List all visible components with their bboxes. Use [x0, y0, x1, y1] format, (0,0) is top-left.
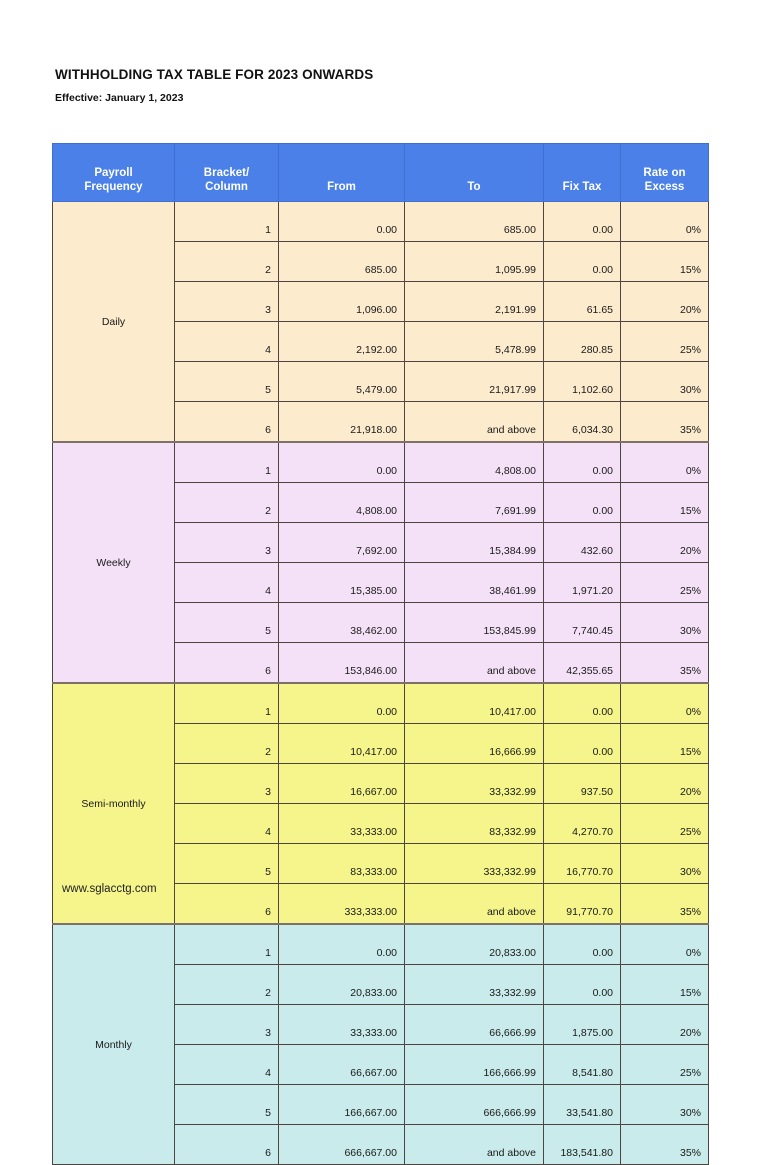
from-cell: 33,333.00	[279, 804, 405, 844]
bracket-cell: 2	[175, 724, 279, 764]
fix-tax-cell: 0.00	[544, 483, 621, 523]
to-cell: 66,666.99	[405, 1005, 544, 1045]
bracket-cell: 6	[175, 884, 279, 925]
to-cell: 4,808.00	[405, 442, 544, 483]
rate-on-excess-cell: 25%	[621, 563, 709, 603]
table-body	[53, 202, 709, 1165]
rate-on-excess-cell: 20%	[621, 1005, 709, 1045]
bracket-cell: 4	[175, 322, 279, 362]
rate-on-excess-cell: 25%	[621, 804, 709, 844]
fix-tax-cell: 937.50	[544, 764, 621, 804]
effective-date-subtitle: Effective: January 1, 2023	[55, 92, 184, 104]
to-cell: 7,691.99	[405, 483, 544, 523]
header-line-2: To	[467, 181, 481, 193]
header-line-1: Rate on	[643, 167, 686, 179]
table-header	[53, 144, 709, 202]
from-cell: 685.00	[279, 242, 405, 282]
fix-tax-cell: 0.00	[544, 724, 621, 764]
payroll-frequency-cell: Weekly	[53, 442, 175, 683]
rate-on-excess-cell: 0%	[621, 683, 709, 724]
bracket-cell: 2	[175, 242, 279, 282]
from-cell: 5,479.00	[279, 362, 405, 402]
bracket-cell: 5	[175, 844, 279, 884]
payroll-frequency-cell: Monthly	[53, 924, 175, 1165]
to-cell: 10,417.00	[405, 683, 544, 724]
payroll-frequency-cell: Daily	[53, 202, 175, 443]
rate-on-excess-cell: 0%	[621, 442, 709, 483]
from-cell: 0.00	[279, 442, 405, 483]
from-cell: 666,667.00	[279, 1125, 405, 1165]
rate-on-excess-cell: 20%	[621, 764, 709, 804]
fix-tax-cell: 280.85	[544, 322, 621, 362]
to-cell: 2,191.99	[405, 282, 544, 322]
rate-on-excess-cell: 15%	[621, 483, 709, 523]
to-cell: 666,666.99	[405, 1085, 544, 1125]
bracket-cell: 1	[175, 202, 279, 242]
rate-on-excess-cell: 15%	[621, 242, 709, 282]
fix-tax-cell: 0.00	[544, 924, 621, 965]
tax-table-container	[52, 143, 708, 1165]
from-cell: 33,333.00	[279, 1005, 405, 1045]
fix-tax-cell: 0.00	[544, 442, 621, 483]
column-header-bracket-column	[175, 144, 279, 202]
from-cell: 83,333.00	[279, 844, 405, 884]
from-cell: 0.00	[279, 683, 405, 724]
to-cell: 20,833.00	[405, 924, 544, 965]
fix-tax-cell: 61.65	[544, 282, 621, 322]
bracket-cell: 3	[175, 282, 279, 322]
bracket-cell: 2	[175, 965, 279, 1005]
fix-tax-cell: 0.00	[544, 202, 621, 242]
rate-on-excess-cell: 0%	[621, 202, 709, 242]
bracket-cell: 4	[175, 1045, 279, 1085]
to-cell: and above	[405, 402, 544, 443]
to-cell: 33,332.99	[405, 764, 544, 804]
from-cell: 20,833.00	[279, 965, 405, 1005]
fix-tax-cell: 7,740.45	[544, 603, 621, 643]
header-line-2: Frequency	[84, 181, 143, 193]
from-cell: 66,667.00	[279, 1045, 405, 1085]
from-cell: 1,096.00	[279, 282, 405, 322]
rate-on-excess-cell: 20%	[621, 282, 709, 322]
from-cell: 15,385.00	[279, 563, 405, 603]
to-cell: 153,845.99	[405, 603, 544, 643]
fix-tax-cell: 0.00	[544, 965, 621, 1005]
rate-on-excess-cell: 35%	[621, 1125, 709, 1165]
from-cell: 10,417.00	[279, 724, 405, 764]
rate-on-excess-cell: 0%	[621, 924, 709, 965]
to-cell: 5,478.99	[405, 322, 544, 362]
column-header-payroll-frequency	[53, 144, 175, 202]
fix-tax-cell: 33,541.80	[544, 1085, 621, 1125]
column-header-to	[405, 144, 544, 202]
table-row	[53, 202, 709, 242]
rate-on-excess-cell: 35%	[621, 402, 709, 443]
column-header-fix-tax	[544, 144, 621, 202]
fix-tax-cell: 6,034.30	[544, 402, 621, 443]
header-line-1: Bracket/	[203, 167, 250, 179]
rate-on-excess-cell: 30%	[621, 362, 709, 402]
bracket-cell: 2	[175, 483, 279, 523]
from-cell: 21,918.00	[279, 402, 405, 443]
fix-tax-cell: 16,770.70	[544, 844, 621, 884]
from-cell: 7,692.00	[279, 523, 405, 563]
bracket-cell: 5	[175, 362, 279, 402]
from-cell: 0.00	[279, 202, 405, 242]
rate-on-excess-cell: 30%	[621, 1085, 709, 1125]
to-cell: 33,332.99	[405, 965, 544, 1005]
from-cell: 0.00	[279, 924, 405, 965]
withholding-tax-table	[52, 143, 709, 1165]
from-cell: 166,667.00	[279, 1085, 405, 1125]
bracket-cell: 5	[175, 603, 279, 643]
bracket-cell: 3	[175, 1005, 279, 1045]
title-block	[55, 66, 373, 106]
bracket-cell: 3	[175, 523, 279, 563]
to-cell: 685.00	[405, 202, 544, 242]
to-cell: 1,095.99	[405, 242, 544, 282]
header-line-2: Excess	[644, 181, 685, 193]
rate-on-excess-cell: 15%	[621, 724, 709, 764]
table-header-row	[53, 144, 709, 202]
header-line-2: Column	[205, 181, 248, 193]
rate-on-excess-cell: 35%	[621, 884, 709, 925]
bracket-cell: 6	[175, 402, 279, 443]
bracket-cell: 1	[175, 924, 279, 965]
fix-tax-cell: 1,875.00	[544, 1005, 621, 1045]
to-cell: and above	[405, 884, 544, 925]
to-cell: 15,384.99	[405, 523, 544, 563]
payroll-frequency-cell: Semi-monthly	[53, 683, 175, 924]
rate-on-excess-cell: 25%	[621, 322, 709, 362]
to-cell: 83,332.99	[405, 804, 544, 844]
bracket-cell: 3	[175, 764, 279, 804]
bracket-cell: 5	[175, 1085, 279, 1125]
column-header-from	[279, 144, 405, 202]
to-cell: and above	[405, 1125, 544, 1165]
fix-tax-cell: 91,770.70	[544, 884, 621, 925]
bracket-cell: 4	[175, 804, 279, 844]
fix-tax-cell: 8,541.80	[544, 1045, 621, 1085]
table-row	[53, 442, 709, 483]
header-line-2: Fix Tax	[562, 181, 602, 193]
bracket-cell: 1	[175, 442, 279, 483]
page-title: WITHHOLDING TAX TABLE FOR 2023 ONWARDS	[55, 67, 374, 82]
bracket-cell: 6	[175, 643, 279, 684]
fix-tax-cell: 1,971.20	[544, 563, 621, 603]
footer-website-url: www.sglacctg.com	[62, 883, 157, 895]
rate-on-excess-cell: 35%	[621, 643, 709, 684]
fix-tax-cell: 42,355.65	[544, 643, 621, 684]
from-cell: 153,846.00	[279, 643, 405, 684]
from-cell: 16,667.00	[279, 764, 405, 804]
fix-tax-cell: 4,270.70	[544, 804, 621, 844]
header-line-1: Payroll	[94, 167, 133, 179]
fix-tax-cell: 0.00	[544, 683, 621, 724]
to-cell: 166,666.99	[405, 1045, 544, 1085]
fix-tax-cell: 183,541.80	[544, 1125, 621, 1165]
table-row	[53, 924, 709, 965]
fix-tax-cell: 0.00	[544, 242, 621, 282]
rate-on-excess-cell: 25%	[621, 1045, 709, 1085]
to-cell: 38,461.99	[405, 563, 544, 603]
rate-on-excess-cell: 30%	[621, 844, 709, 884]
bracket-cell: 6	[175, 1125, 279, 1165]
rate-on-excess-cell: 15%	[621, 965, 709, 1005]
from-cell: 333,333.00	[279, 884, 405, 925]
from-cell: 2,192.00	[279, 322, 405, 362]
from-cell: 4,808.00	[279, 483, 405, 523]
to-cell: 16,666.99	[405, 724, 544, 764]
bracket-cell: 4	[175, 563, 279, 603]
from-cell: 38,462.00	[279, 603, 405, 643]
column-header-rate-on-excess	[621, 144, 709, 202]
rate-on-excess-cell: 30%	[621, 603, 709, 643]
table-row	[53, 683, 709, 724]
fix-tax-cell: 1,102.60	[544, 362, 621, 402]
to-cell: 333,332.99	[405, 844, 544, 884]
header-line-2: From	[327, 181, 356, 193]
bracket-cell: 1	[175, 683, 279, 724]
to-cell: 21,917.99	[405, 362, 544, 402]
to-cell: and above	[405, 643, 544, 684]
rate-on-excess-cell: 20%	[621, 523, 709, 563]
fix-tax-cell: 432.60	[544, 523, 621, 563]
